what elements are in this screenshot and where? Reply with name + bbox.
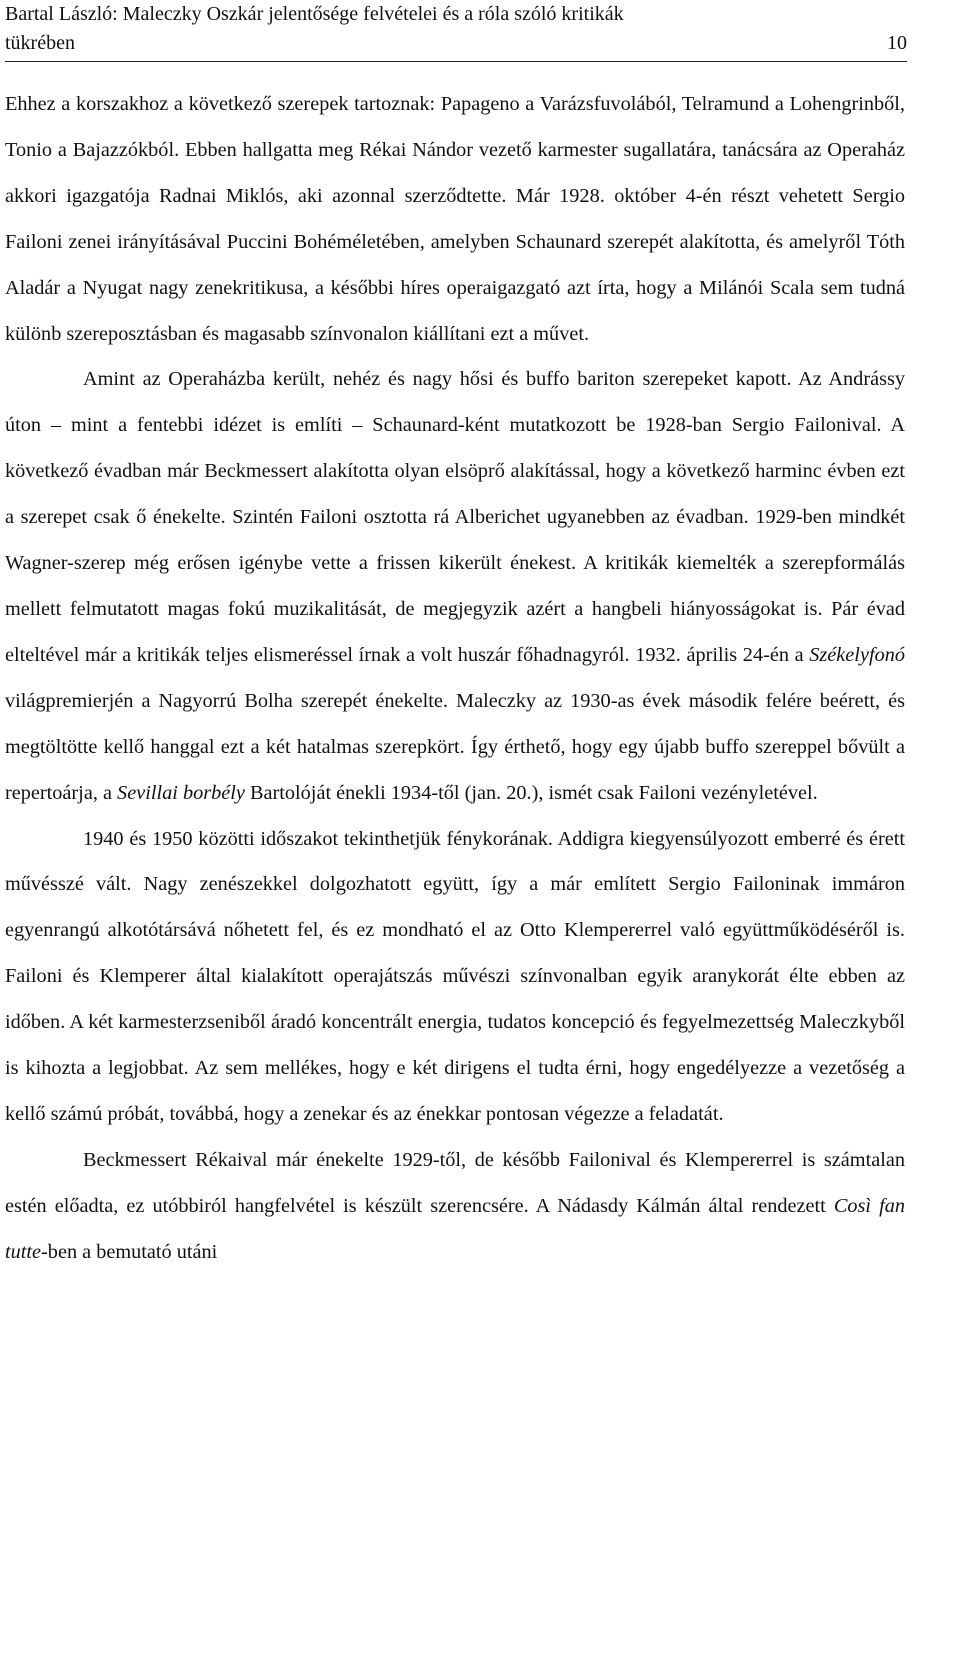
paragraph-text: Bartolóját énekli 1934-től (jan. 20.), ismét csak Failoni vezényletével. [244,781,818,804]
opera-title-szekelyfono: Székelyfonó [809,643,905,666]
paragraph-text: 1940 és 1950 közötti időszakot tekinthetjük fénykorának. Addigra kiegyensúlyozott emberré és érett művésszé vált. Nagy zenészekkel dolgozhatott együtt, így a már említett Sergio Failoninak immáron egyenrangú alkotótársává nőhetett fel, és ez mondható el az Otto Klempererrel való együttműködéséről is. Failoni és Klemperer által kialakított operajátszás művészi színvonalban egyik aranykorát élte ebben az időben. A két karmesterzseniből áradó koncentrált energia, tudatos koncepció és fegyelmezettség Maleczkyből is kihozta a legjobbat. Az sem mellékes, hogy e két dirigens el tudta érni, hogy engedélyezze a vezetőség a kellő számú próbát, továbbá, hogy a zenekar és az énekkar pontosan végezze a feladatát. [5,827,905,1125]
paragraph-1 [5,82,905,357]
paragraph-text: Beckmessert Rékaival már énekelte 1929-től, de később Failonival és Klempererrel is számtalan estén előadta, ez utóbbiról hangfelvétel is készült szerencsére. A Nádasdy Kálmán által rendezett [5,1148,905,1217]
paragraph-2 [5,357,905,816]
header-title-line2-row [5,29,907,58]
header-title-line1: Bartal László: Maleczky Oszkár jelentősége felvételei és a róla szóló kritikák [5,3,624,25]
paragraph-text: Amint az Operaházba került, nehéz és nagy hősi és buffo bariton szerepeket kapott. Az Andrássy úton – mint a fentebbi idézet is említi – Schaunard-ként mutatkozott be 1928-ban Sergio Failonival. A következő évadban már Beckmessert alakította olyan elsöprő alakítással, hogy a következő harminc évben ezt a szerepet csak ő énekelte. Szintén Failoni osztotta rá Alberichet ugyanebben az évadban. 1929-ben mindkét Wagner-szerep még erősen igénybe vette a frissen kikerült énekest. A kritikák kiemelték a szerepformálás mellett felmutatott magas fokú muzikalitását, de megjegyzik azért a hangbeli hiányosságokat is. Pár évad elteltével már a kritikák teljes elismeréssel írnak a volt huszár főhadnagyról. 1932. április 24-én a [5,368,905,666]
paragraph-4 [5,1138,905,1276]
paragraph-3 [5,817,905,1138]
document-body [5,82,905,1276]
paragraph-text: világpremierjén a Nagyorrú Bolha szerepét énekelte. Maleczky az 1930-as évek második felére beérett, és megtöltötte kellő hanggal ezt a két hatalmas szerepkört. Így érthető, hogy egy újabb buffo szereppel bővült a repertoárja, a [5,689,905,804]
paragraph-text: Ehhez a korszakhoz a következő szerepek tartoznak: Papageno a Varázsfuvolából, Telramund a Lohengrinből, Tonio a Bajazzókból. Ebben hallgatta meg Rékai Nándor vezető karmester sugallatára, tanácsára az Operaház akkori igazgatója Radnai Miklós, aki azonnal szerződtette. Már 1928. október 4-én részt vehetett Sergio Failoni zenei irányításával Puccini Bohéméletében, amelyben Schaunard szerepét alakította, és amelyről Tóth Aladár a Nyugat nagy zenekritikusa, a későbbi híres operaigazgató azt írta, hogy a Milánói Scala sem tudná különb szereposztásban és magasabb színvonalon kiállítani ezt a művet. [5,93,905,345]
header-title-line2: tükrében [5,32,75,54]
opera-title-sevillai-borbely: Sevillai borbély [117,781,245,804]
page-number: 10 [887,32,907,54]
opera-title-cosi-fan-tutte: Così fan tutte [5,1194,905,1263]
paragraph-text: -ben a bemutató utáni [41,1240,218,1263]
page-header [5,0,907,62]
